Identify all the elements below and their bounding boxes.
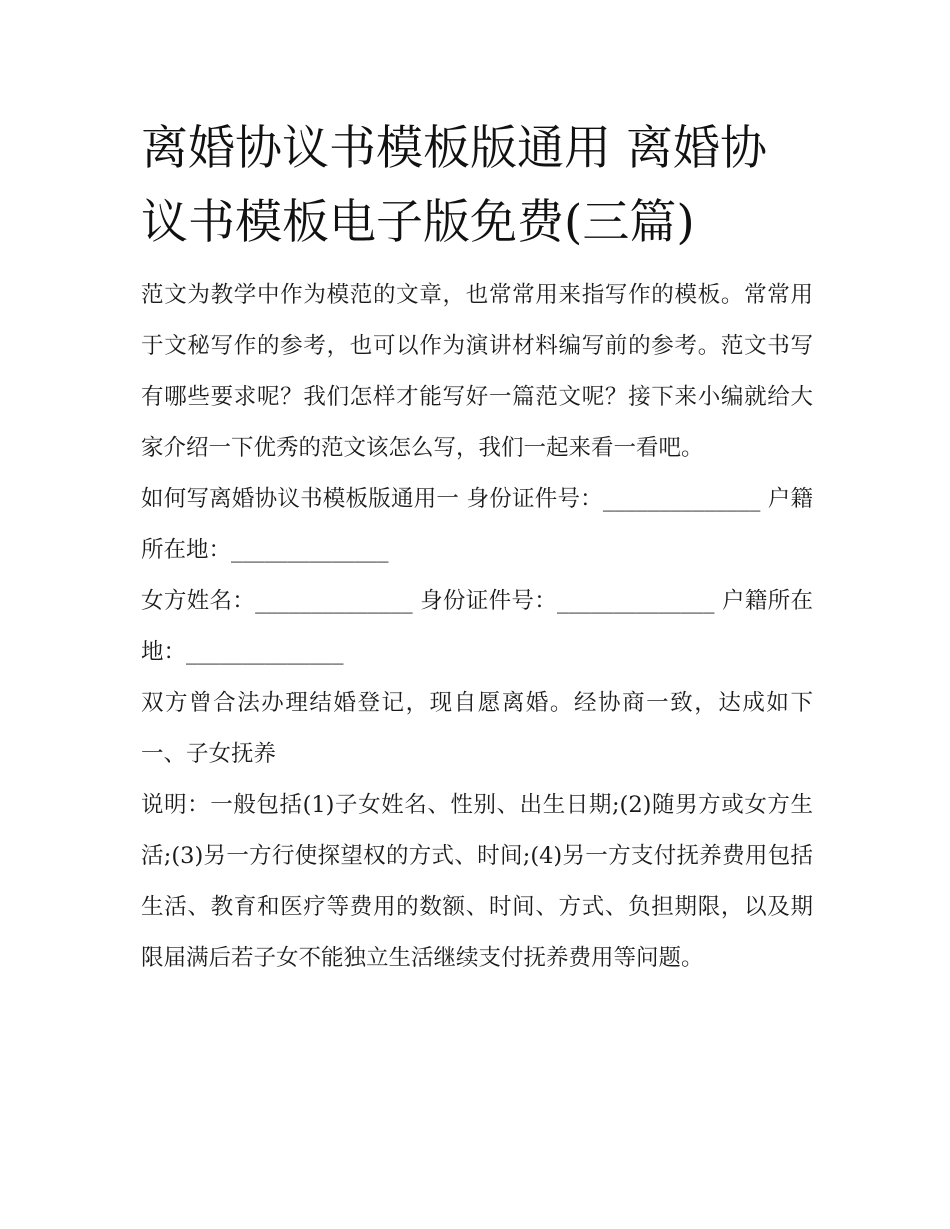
agreement-statement-paragraph: 双方曾合法办理结婚登记，现自愿离婚。经协商一致，达成如下 一、子女抚养 xyxy=(141,690,813,767)
child-custody-explanation-paragraph: 说明：一般包括(1)子女姓名、性别、出生日期;(2)随男方或女方生活;(3)另一方行使探望权的方式、时间;(4)另一方支付抚养费用包括生活、教育和医疗等费用的数额、时间、方式、负担期限，以及期限届满后若子女不能独立生活继续支付抚养费用等问题。 xyxy=(141,792,813,971)
male-party-info-paragraph: 如何写离婚协议书模板版通用一 身份证件号：______________ 户籍所在地：______________ xyxy=(141,486,813,563)
intro-paragraph: 范文为教学中作为模范的文章，也常常用来指写作的模板。常常用于文秘写作的参考，也可以作为演讲材料编写前的参考。范文书写有哪些要求呢？我们怎样才能写好一篇范文呢？接下来小编就给大家介绍一下优秀的范文该怎么写，我们一起来看一看吧。 xyxy=(141,282,813,461)
female-party-info-paragraph: 女方姓名：______________ 身份证件号：______________ 户籍所在地：______________ xyxy=(141,588,813,665)
document-page xyxy=(141,112,813,984)
document-title: 离婚协议书模板版通用 离婚协议书模板电子版免费(三篇) xyxy=(141,121,767,250)
